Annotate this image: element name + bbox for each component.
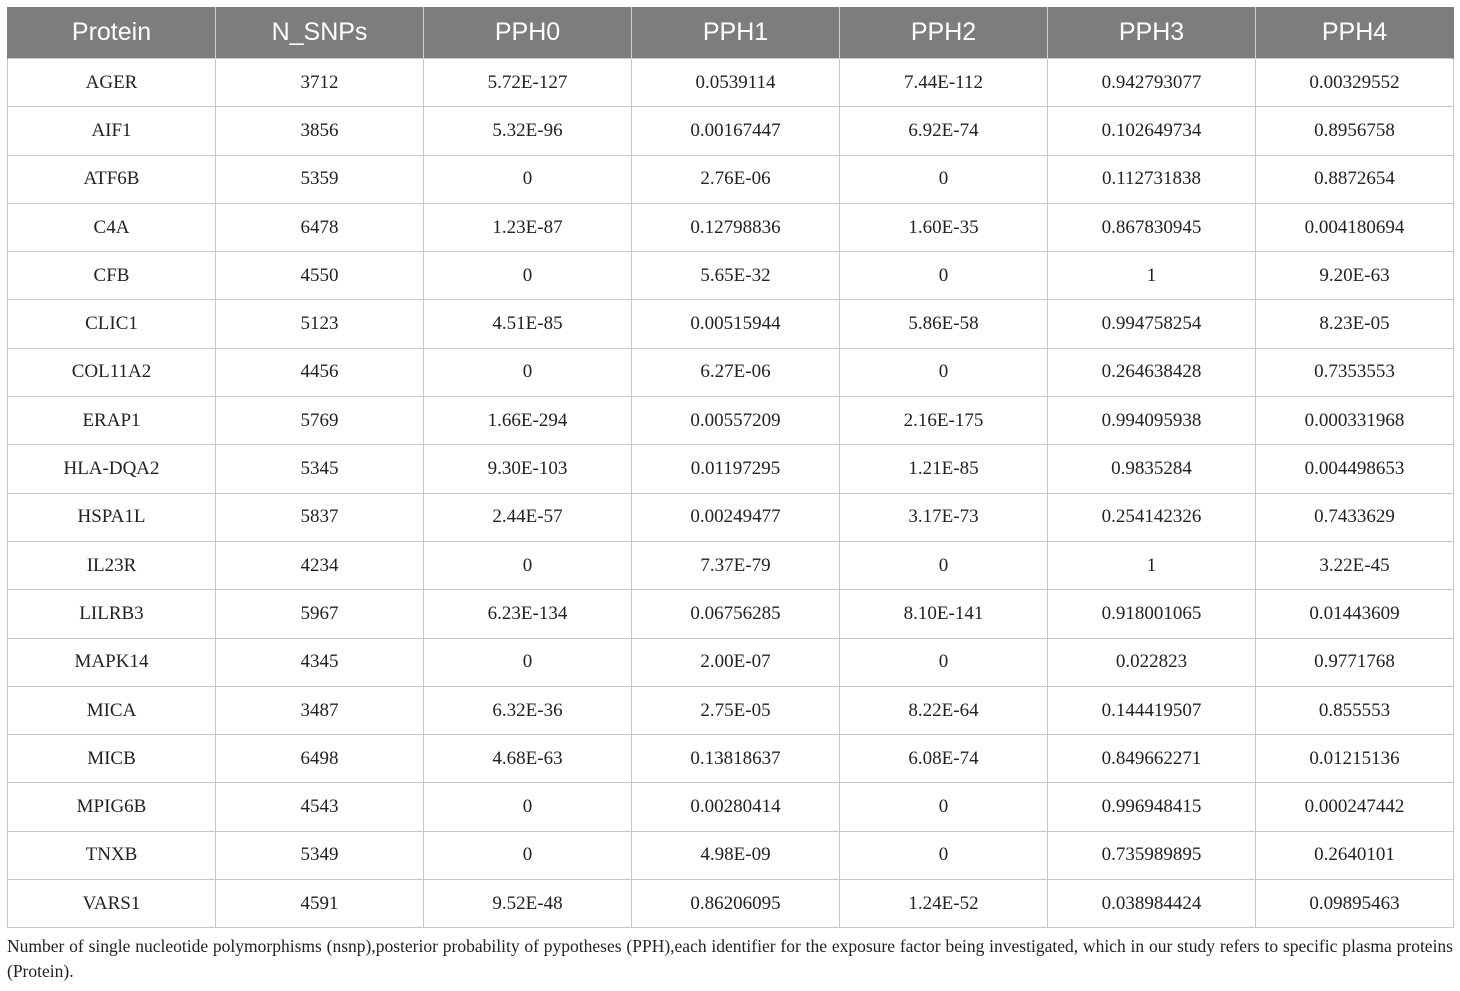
table-cell-pph2: 8.22E-64 (840, 686, 1048, 734)
table-row (8, 735, 1454, 783)
table-cell-pph2: 6.08E-74 (840, 735, 1048, 783)
table-cell-pph4: 9.20E-63 (1256, 252, 1454, 300)
table-cell-pph0: 6.32E-36 (424, 686, 632, 734)
table-cell-pph4: 0.8872654 (1256, 155, 1454, 203)
table-cell-pph1: 2.75E-05 (632, 686, 840, 734)
table-cell-pph0: 0 (424, 155, 632, 203)
table-cell-pph1: 2.76E-06 (632, 155, 840, 203)
table-cell-pph4: 3.22E-45 (1256, 541, 1454, 589)
table-cell-pph0: 0 (424, 252, 632, 300)
column-header-pph1: PPH1 (632, 7, 840, 59)
table-cell-pph0: 4.68E-63 (424, 735, 632, 783)
table-cell-pph1: 6.27E-06 (632, 348, 840, 396)
column-header-pph0: PPH0 (424, 7, 632, 59)
table-cell-pph4: 0.01215136 (1256, 735, 1454, 783)
table-cell-pph1: 0.12798836 (632, 203, 840, 251)
table-cell-pph3: 0.112731838 (1048, 155, 1256, 203)
table-cell-pph3: 0.038984424 (1048, 880, 1256, 928)
table-cell-protein: LILRB3 (8, 590, 216, 638)
table-cell-pph1: 0.01197295 (632, 445, 840, 493)
table-cell-pph3: 0.918001065 (1048, 590, 1256, 638)
table-cell-pph4: 0.855553 (1256, 686, 1454, 734)
column-header-pph4: PPH4 (1256, 7, 1454, 59)
table-cell-protein: HLA-DQA2 (8, 445, 216, 493)
table-cell-pph4: 0.000331968 (1256, 397, 1454, 445)
table-cell-pph4: 0.01443609 (1256, 590, 1454, 638)
colocalization-results-table (7, 7, 1454, 928)
table-row (8, 59, 1454, 107)
table-cell-pph2: 3.17E-73 (840, 493, 1048, 541)
table-cell-pph2: 0 (840, 831, 1048, 879)
table-cell-pph4: 0.9771768 (1256, 638, 1454, 686)
table-cell-pph1: 5.65E-32 (632, 252, 840, 300)
table-row (8, 107, 1454, 155)
table-cell-pph0: 6.23E-134 (424, 590, 632, 638)
table-cell-pph3: 0.144419507 (1048, 686, 1256, 734)
table-cell-pph3: 0.102649734 (1048, 107, 1256, 155)
table-cell-pph2: 1.60E-35 (840, 203, 1048, 251)
table-cell-pph1: 0.00249477 (632, 493, 840, 541)
table-cell-n-snps: 6478 (216, 203, 424, 251)
table-cell-protein: VARS1 (8, 880, 216, 928)
table-cell-n-snps: 4345 (216, 638, 424, 686)
table-cell-n-snps: 5345 (216, 445, 424, 493)
column-header-n-snps: N_SNPs (216, 7, 424, 59)
table-cell-n-snps: 5349 (216, 831, 424, 879)
table-cell-protein: ATF6B (8, 155, 216, 203)
table-cell-n-snps: 4456 (216, 348, 424, 396)
table-cell-pph0: 0 (424, 783, 632, 831)
table-cell-pph1: 7.37E-79 (632, 541, 840, 589)
table-cell-pph1: 0.00557209 (632, 397, 840, 445)
table-cell-pph2: 1.24E-52 (840, 880, 1048, 928)
table-cell-n-snps: 5967 (216, 590, 424, 638)
table-body (8, 59, 1454, 928)
table-row (8, 686, 1454, 734)
table-cell-pph4: 0.09895463 (1256, 880, 1454, 928)
table-footnote: Number of single nucleotide polymorphisms (nsnp),posterior probability of pypotheses (PPH),each identifier for the exposure factor being investigated, which in our study refers to specific plasma proteins (Protein). (7, 936, 1453, 981)
table-row (8, 493, 1454, 541)
table-cell-pph3: 1 (1048, 541, 1256, 589)
table-cell-pph2: 0 (840, 783, 1048, 831)
table-cell-pph2: 7.44E-112 (840, 59, 1048, 107)
table-cell-pph2: 5.86E-58 (840, 300, 1048, 348)
table-cell-pph0: 0 (424, 348, 632, 396)
table-cell-protein: MICB (8, 735, 216, 783)
table-row (8, 203, 1454, 251)
header-row (8, 7, 1454, 59)
table-row (8, 445, 1454, 493)
table-cell-n-snps: 3856 (216, 107, 424, 155)
table-cell-pph3: 0.022823 (1048, 638, 1256, 686)
table-cell-pph3: 0.9835284 (1048, 445, 1256, 493)
table-cell-protein: HSPA1L (8, 493, 216, 541)
table-row (8, 348, 1454, 396)
table-cell-pph3: 0.994095938 (1048, 397, 1256, 445)
table-cell-pph0: 1.23E-87 (424, 203, 632, 251)
column-header-protein: Protein (8, 7, 216, 59)
table-row (8, 155, 1454, 203)
table-cell-n-snps: 6498 (216, 735, 424, 783)
table-cell-pph1: 0.13818637 (632, 735, 840, 783)
table-cell-protein: ERAP1 (8, 397, 216, 445)
table-cell-protein: C4A (8, 203, 216, 251)
table-cell-pph0: 2.44E-57 (424, 493, 632, 541)
table-row (8, 300, 1454, 348)
table-cell-pph4: 8.23E-05 (1256, 300, 1454, 348)
table-cell-pph4: 0.2640101 (1256, 831, 1454, 879)
table-cell-n-snps: 4550 (216, 252, 424, 300)
table-cell-pph2: 1.21E-85 (840, 445, 1048, 493)
table-row (8, 252, 1454, 300)
table-cell-pph2: 0 (840, 155, 1048, 203)
table-cell-protein: CLIC1 (8, 300, 216, 348)
table-cell-pph4: 0.7433629 (1256, 493, 1454, 541)
table-cell-pph3: 0.264638428 (1048, 348, 1256, 396)
table-cell-pph0: 5.72E-127 (424, 59, 632, 107)
table-cell-pph1: 0.06756285 (632, 590, 840, 638)
table-cell-pph0: 1.66E-294 (424, 397, 632, 445)
table-cell-pph0: 0 (424, 638, 632, 686)
table-cell-pph0: 9.52E-48 (424, 880, 632, 928)
table-cell-pph1: 0.00515944 (632, 300, 840, 348)
table-cell-pph2: 2.16E-175 (840, 397, 1048, 445)
table-cell-n-snps: 5123 (216, 300, 424, 348)
table-cell-pph0: 0 (424, 831, 632, 879)
table-cell-n-snps: 4234 (216, 541, 424, 589)
results-table-container (7, 7, 1453, 928)
table-row (8, 783, 1454, 831)
table-row (8, 397, 1454, 445)
table-cell-pph3: 0.994758254 (1048, 300, 1256, 348)
table-cell-pph4: 0.8956758 (1256, 107, 1454, 155)
column-header-pph3: PPH3 (1048, 7, 1256, 59)
table-cell-pph1: 0.00167447 (632, 107, 840, 155)
table-cell-pph3: 1 (1048, 252, 1256, 300)
table-cell-pph2: 0 (840, 348, 1048, 396)
table-cell-pph1: 0.0539114 (632, 59, 840, 107)
column-header-pph2: PPH2 (840, 7, 1048, 59)
table-cell-pph3: 0.254142326 (1048, 493, 1256, 541)
table-cell-pph3: 0.942793077 (1048, 59, 1256, 107)
table-cell-pph3: 0.735989895 (1048, 831, 1256, 879)
table-cell-pph2: 0 (840, 638, 1048, 686)
table-cell-protein: MICA (8, 686, 216, 734)
table-cell-pph0: 0 (424, 541, 632, 589)
table-cell-n-snps: 5359 (216, 155, 424, 203)
table-cell-pph4: 0.000247442 (1256, 783, 1454, 831)
table-cell-pph2: 0 (840, 252, 1048, 300)
table-cell-n-snps: 4543 (216, 783, 424, 831)
table-cell-n-snps: 5837 (216, 493, 424, 541)
table-cell-protein: CFB (8, 252, 216, 300)
table-row (8, 880, 1454, 928)
table-row (8, 831, 1454, 879)
table-cell-n-snps: 5769 (216, 397, 424, 445)
table-cell-pph4: 0.00329552 (1256, 59, 1454, 107)
table-cell-pph0: 9.30E-103 (424, 445, 632, 493)
table-header (8, 7, 1454, 59)
table-row (8, 541, 1454, 589)
table-cell-protein: MPIG6B (8, 783, 216, 831)
table-cell-pph4: 0.7353553 (1256, 348, 1454, 396)
table-cell-pph2: 8.10E-141 (840, 590, 1048, 638)
table-cell-protein: COL11A2 (8, 348, 216, 396)
table-cell-protein: IL23R (8, 541, 216, 589)
table-cell-n-snps: 3487 (216, 686, 424, 734)
table-cell-pph3: 0.867830945 (1048, 203, 1256, 251)
table-cell-pph4: 0.004180694 (1256, 203, 1454, 251)
table-cell-n-snps: 4591 (216, 880, 424, 928)
table-cell-pph3: 0.996948415 (1048, 783, 1256, 831)
table-cell-pph0: 5.32E-96 (424, 107, 632, 155)
table-cell-pph1: 0.00280414 (632, 783, 840, 831)
table-cell-pph0: 4.51E-85 (424, 300, 632, 348)
table-cell-n-snps: 3712 (216, 59, 424, 107)
table-cell-protein: TNXB (8, 831, 216, 879)
table-cell-protein: AGER (8, 59, 216, 107)
table-cell-pph1: 0.86206095 (632, 880, 840, 928)
table-cell-pph2: 6.92E-74 (840, 107, 1048, 155)
table-cell-pph4: 0.004498653 (1256, 445, 1454, 493)
table-row (8, 638, 1454, 686)
table-cell-pph2: 0 (840, 541, 1048, 589)
table-cell-pph1: 4.98E-09 (632, 831, 840, 879)
table-row (8, 590, 1454, 638)
table-cell-protein: MAPK14 (8, 638, 216, 686)
table-cell-pph3: 0.849662271 (1048, 735, 1256, 783)
table-cell-pph1: 2.00E-07 (632, 638, 840, 686)
table-cell-protein: AIF1 (8, 107, 216, 155)
